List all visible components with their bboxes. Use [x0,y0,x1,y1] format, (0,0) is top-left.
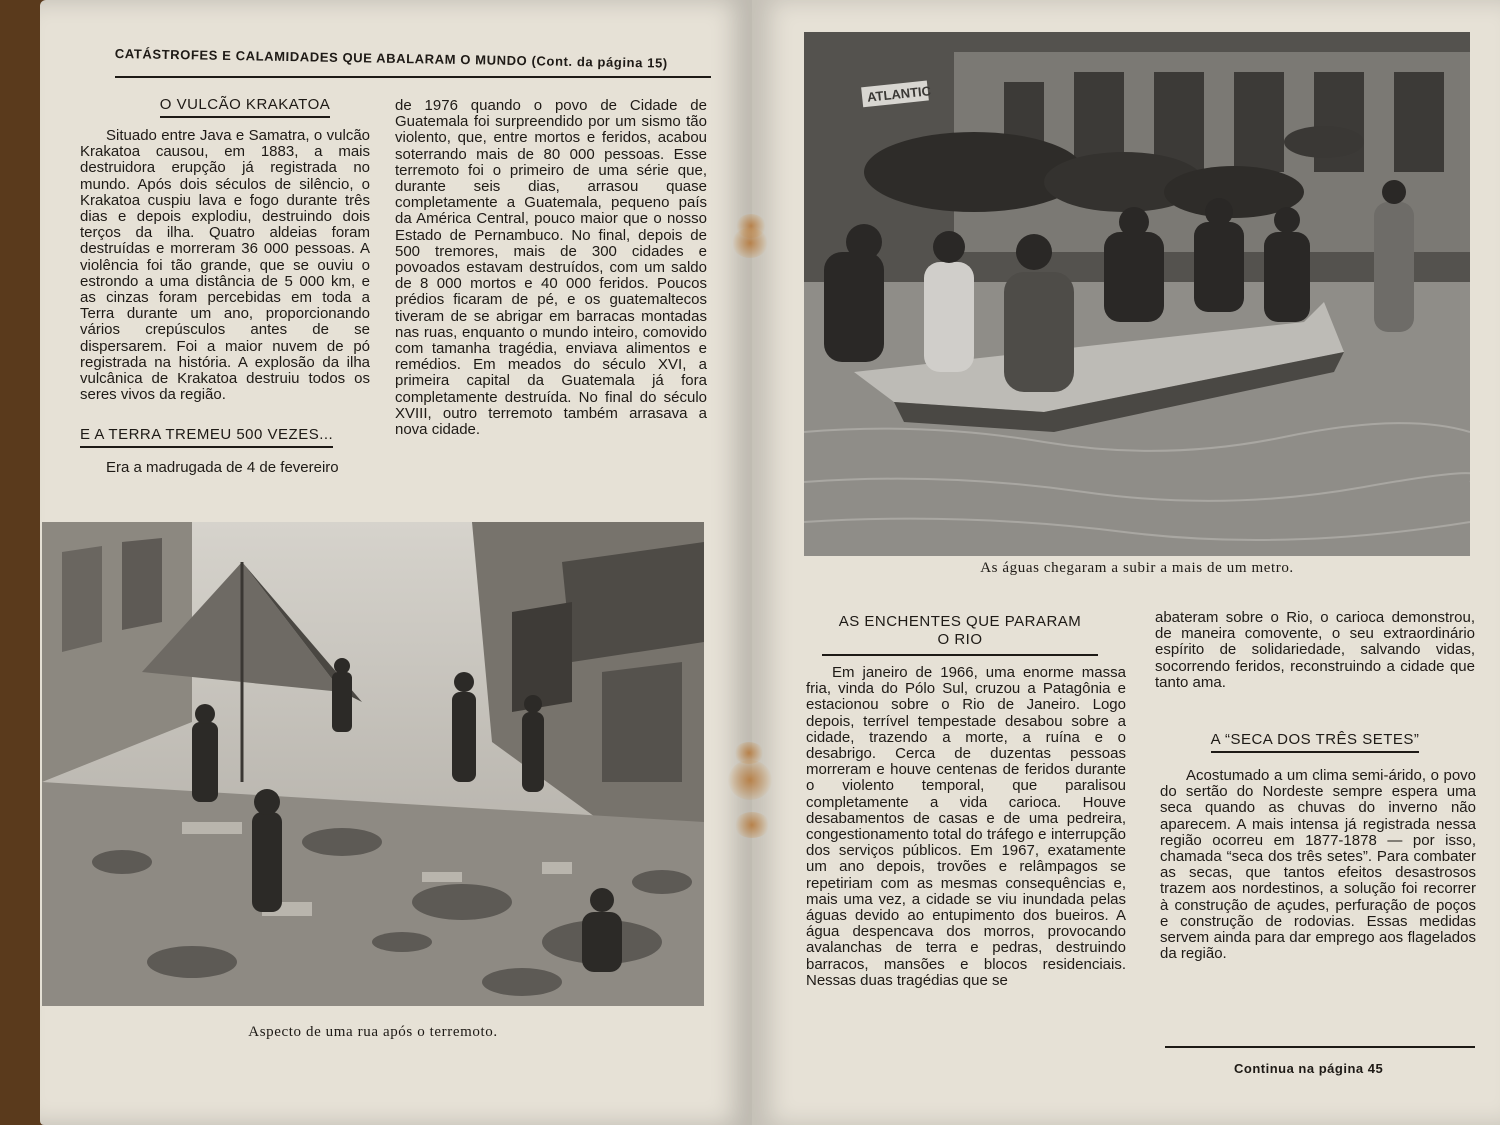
enchentes-heading-rule [822,654,1098,656]
running-header-continuation: (Cont. da página 15) [531,53,668,71]
terremoto-intro: Era a madrugada de 4 de fevereiro [106,459,339,476]
enchentes-continuation: abateram sobre o Rio, o carioca demonstrou, de maneira comovente, o seu extraordinário espírito de solidariedade, salvando vidas, socorrendo feridos, reconstruindo a cidade que tanto ama. [1155,609,1475,691]
continua-rule [1165,1046,1475,1048]
seca-text: Acostumado a um clima semi-árido, o povo do sertão do Nordeste sempre espera uma seca quando as chuvas do inverno não aparecem. A mais intensa já registrada nessa região ocorreu em 1877-1878 — por isso, chamada “seca dos três setes”. Para combater as secas, que tantos efeitos desastrosos trazem aos nordestinos, a solução foi recorrer à construção de açudes, perfuração de poços e construção de rodovias. Essas medidas servem ainda para dar emprego aos flagelados da região. [1160,767,1476,963]
header-rule [115,76,711,78]
stain-spot [732,228,768,258]
flood-photo [804,32,1470,556]
terremoto-text: de 1976 quando o povo de Cidade de Guatemala foi surpreendido por um sismo tão violento, que, entre mortos e feridos, acabou soterrando mais de 80 000 pessoas. Esse terremoto foi o primeiro de uma série que, durante seis dias, arrasou quase completamente a Guatemala, pequeno país da América Central, pouco maior que o nosso Estado de Pernambuco. No final, depois de 500 tremores, mais de 300 cidades e povoados estavam destruídos, com um saldo de 8 000 mortos e 40 000 feridos. Poucos prédios ficaram de pé, e os guatemaltecos tiveram de se abrigar em barracas montadas nas ruas, enquanto o mundo inteiro, comovido com tamanha tragédia, enviava alimentos e remédios. Em meados do século XVI, a primeira capital da Guatemala já fora completamente destruída. No final do século XVIII, outro terremoto também arrasava a nova cidade. [395,97,707,439]
enchentes-text: Em janeiro de 1966, uma enorme massa fria, vinda do Pólo Sul, cruzou a Patagônia e estacionou sobre o Rio de Janeiro. Logo depois, terrível tempestade desabou sobre a cidade, trazendo a morte, a ruína e o desabrigo. Cerca de duzentas pessoas morreram e houve centenas de feridos durante o violento temporal, que paralisou completamente a vida carioca. Houve desabamentos de casas e de uma pedreira, congestionamento total do tráfego e interrupção dos serviços públicos. Em 1967, exatamente um ano depois, trovões e relâmpagos se repetiriam com as mesmas consequências e, mais uma vez, a cidade se viu inundada pelas águas devido ao entupimento dos bueiros. A água despencava dos morros, provocando avalanchas de terra e pedras, destruindo barracos, mansões e blocos residenciais. Nessas duas tragédias que se [806,664,1126,989]
continua-note: Continua na página 45 [1234,1061,1384,1076]
stain-spot [734,812,770,838]
krakatoa-heading: O VULCÃO KRAKATOA [100,96,390,114]
atlantic-sign: ATLANTIC [866,83,932,105]
flood-illustration [804,32,1470,556]
seca-heading: A “SECA DOS TRÊS SETES” [1180,731,1450,749]
enchentes-heading-line2: O RIO [937,631,983,648]
terremoto-heading: E A TERRA TREMEU 500 VEZES... [80,426,360,444]
krakatoa-text: Situado entre Java e Samatra, o vulcão Krakatoa causou, em 1883, a mais destruidora erupção já registrada no mundo. Após dois séculos de silêncio, o Krakatoa cuspiu lava e fogo durante três dias e depois explodiu, destruindo dois terços da ilha. Quatro aldeias foram destruídas e morreram 36 000 pessoas. A violência foi tão grande, que se ouviu o estrondo a uma distância de 5 000 km, e as cinzas foram percebidas em toda a Terra durante um ano, proporcionando vários crepúsculos antes de se dispersarem. Foi a maior nuvem de pó registrada na história. A explosão da ilha vulcânica de Krakatoa destruiu todos os seres vivos da região. [80,127,370,404]
earthquake-street-photo [42,522,704,1006]
flood-photo-caption: As águas chegaram a subir a mais de um metro. [980,560,1294,576]
enchentes-heading [822,613,1098,649]
stain-spot [728,760,772,800]
running-header-title: CATÁSTROFES E CALAMIDADES QUE ABALARAM O MUNDO [114,46,528,69]
earthquake-photo-caption: Aspecto de uma rua após o terremoto. [248,1024,498,1040]
enchentes-heading-line1: AS ENCHENTES QUE PARARAM [838,613,1082,630]
earthquake-street-illustration [42,522,704,1006]
